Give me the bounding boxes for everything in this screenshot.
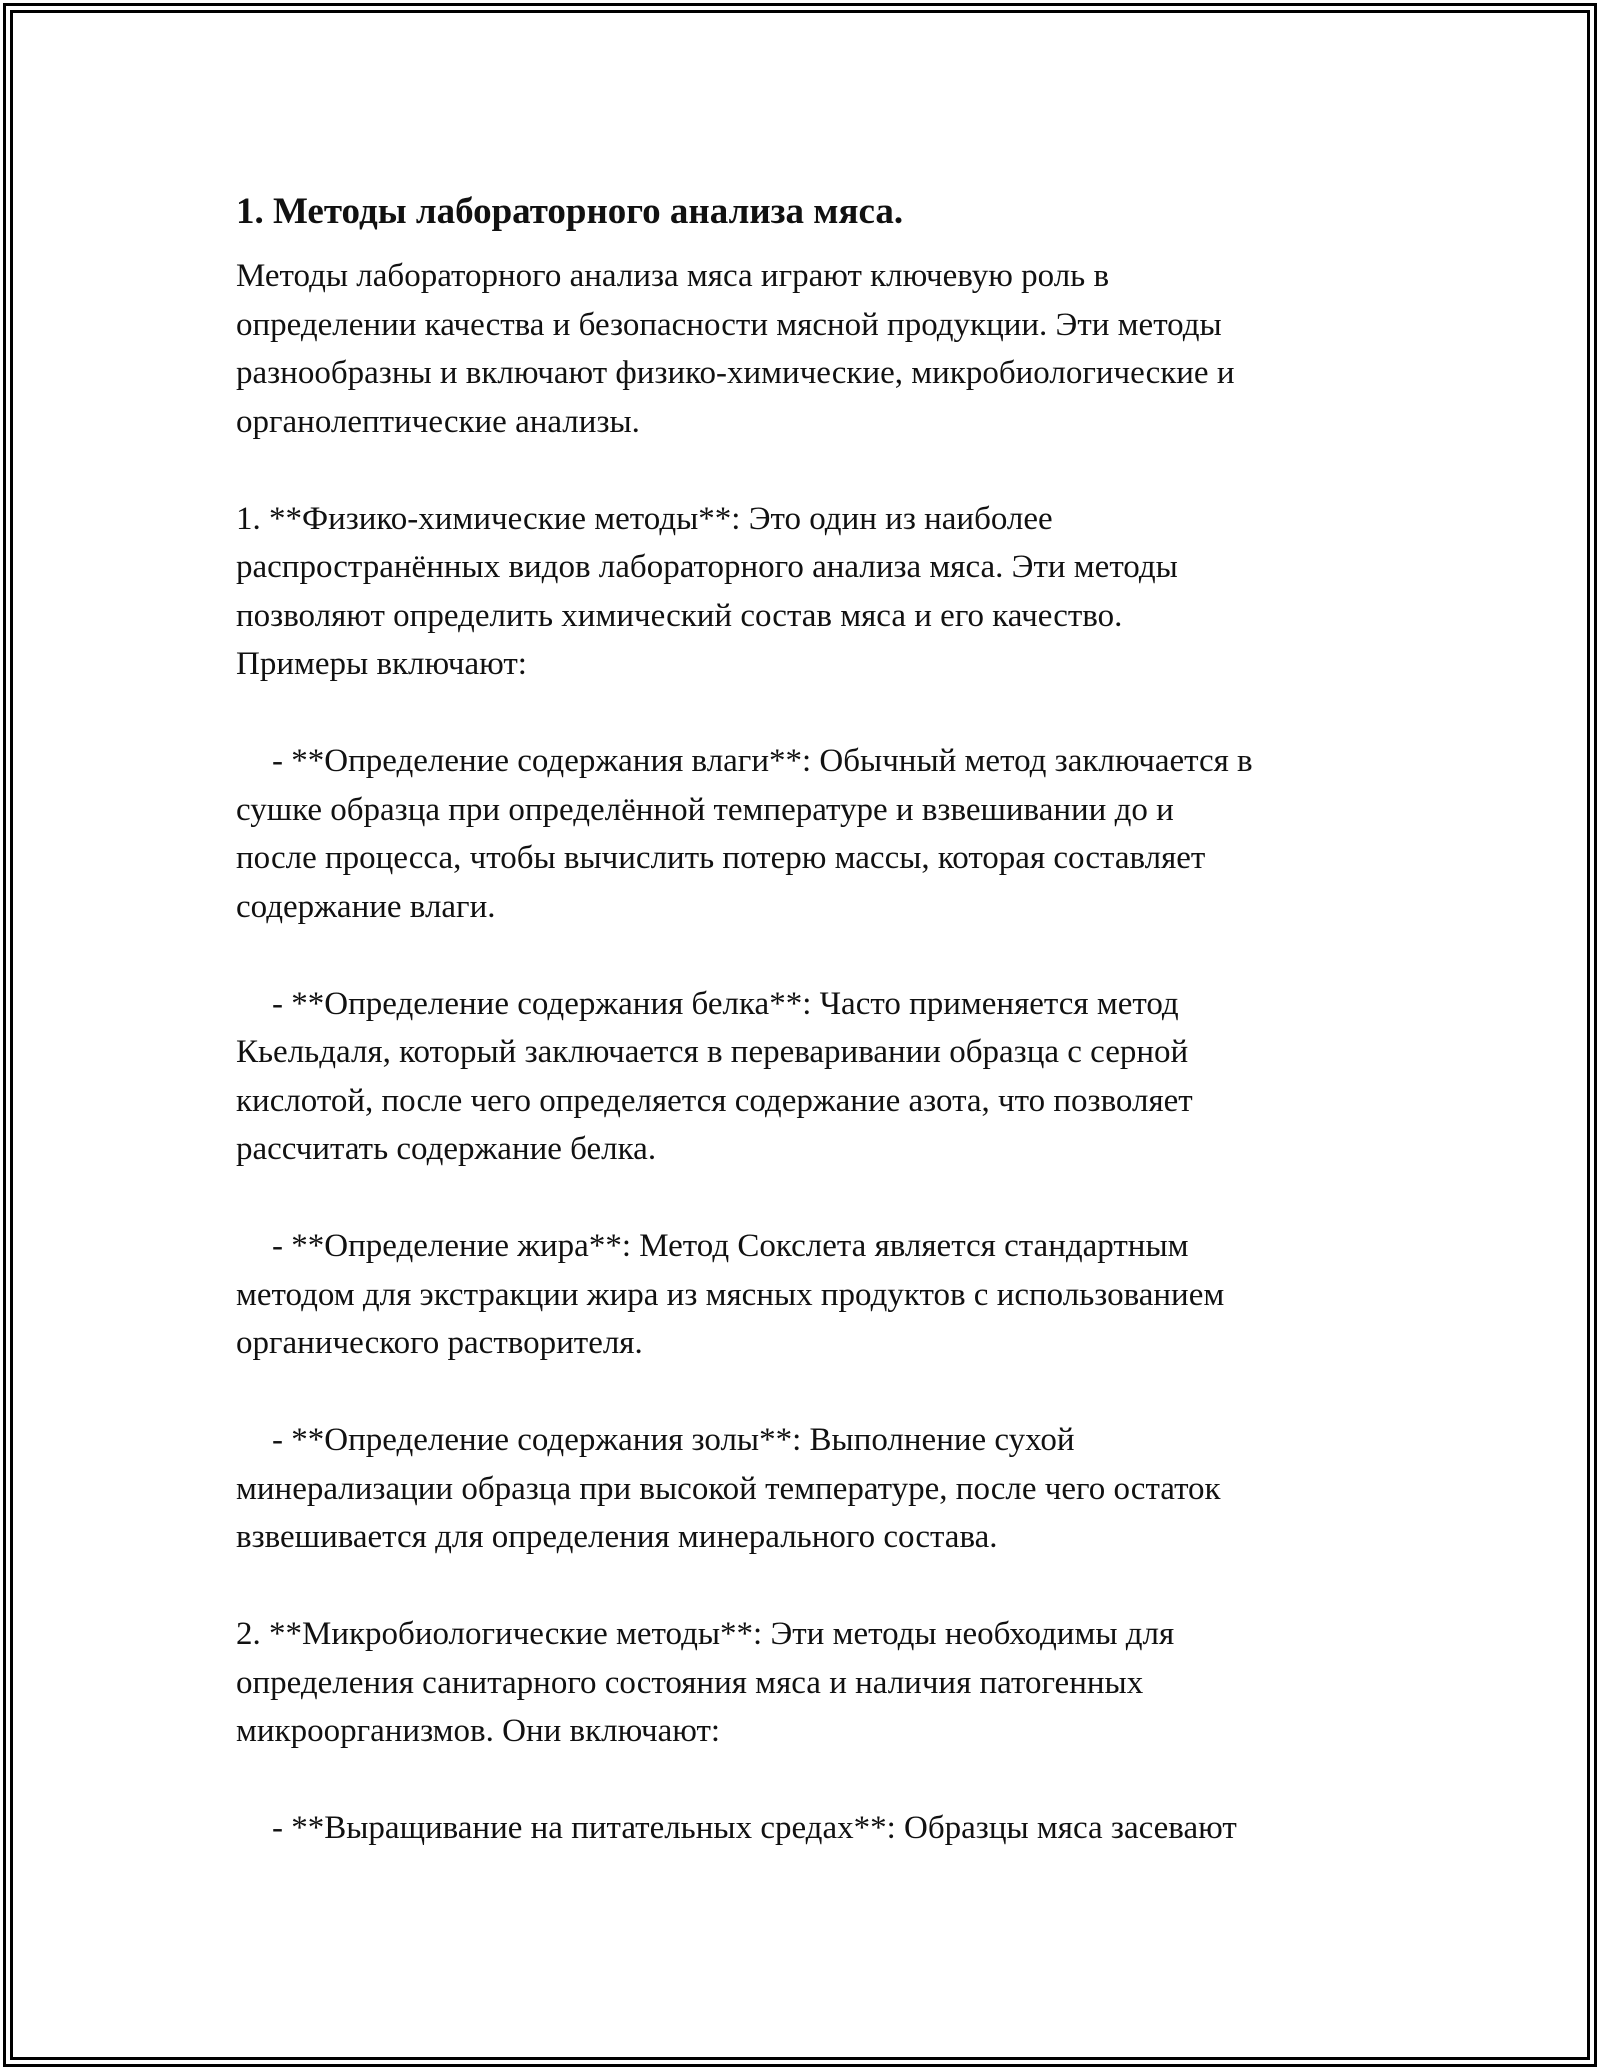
text-line: определения санитарного состояния мяса и наличия патогенных	[236, 1664, 1144, 1701]
section-heading: 1. Методы лабораторного анализа мяса.	[236, 191, 904, 232]
list-item-paragraph	[236, 1222, 1376, 1368]
text-line: Методы лабораторного анализа мяса играют ключевую роль в	[236, 258, 1110, 294]
text-line: Кьельдаля, который заключается в переваривании образца с серной	[236, 1034, 1189, 1070]
text-line: минерализации образца при высокой температуре, после чего остаток	[236, 1470, 1221, 1507]
body-paragraph	[236, 252, 1376, 446]
list-item-paragraph	[236, 980, 1376, 1174]
text-line: - **Определение содержания золы**: Выполнение сухой	[272, 1422, 1075, 1458]
list-item-paragraph	[236, 737, 1376, 931]
text-line: - **Определение содержания белка**: Часто применяется метод	[272, 985, 1179, 1022]
list-item-paragraph	[236, 1804, 1376, 1853]
text-line: определении качества и безопасности мясной продукции. Эти методы	[236, 306, 1222, 343]
text-line: органолептические анализы.	[236, 403, 640, 440]
text-line: сушке образца при определённой температуре и взвешивании до и	[236, 791, 1174, 828]
text-line: кислотой, после чего определяется содержание азота, что позволяет	[236, 1082, 1193, 1119]
document-body	[236, 186, 1376, 1901]
text-line: позволяют определить химический состав мяса и его качество.	[236, 597, 1123, 634]
text-line: взвешивается для определения минерального состава.	[236, 1519, 998, 1555]
text-line: Примеры включают:	[236, 646, 527, 682]
text-line: - **Выращивание на питательных средах**: Образцы мяса засевают	[272, 1810, 1237, 1846]
text-line: - **Определение содержания влаги**: Обычный метод заключается в	[272, 743, 1253, 779]
text-line: микроорганизмов. Они включают:	[236, 1713, 721, 1749]
text-line: органического растворителя.	[236, 1325, 643, 1361]
text-line: 2. **Микробиологические методы**: Эти методы необходимы для	[236, 1616, 1175, 1652]
text-line: методом для экстракции жира из мясных продуктов с использованием	[236, 1276, 1225, 1313]
text-line: распространённых видов лабораторного анализа мяса. Эти методы	[236, 549, 1178, 585]
text-line: после процесса, чтобы вычислить потерю массы, которая составляет	[236, 840, 1206, 876]
text-line: разнообразны и включают физико-химические, микробиологические и	[236, 355, 1235, 391]
text-line: 1. **Физико-химические методы**: Это один из наиболее	[236, 500, 1053, 537]
body-paragraph	[236, 1610, 1376, 1756]
text-line: рассчитать содержание белка.	[236, 1131, 657, 1167]
paragraph-list	[236, 252, 1376, 1853]
body-paragraph	[236, 495, 1376, 689]
text-line: содержание влаги.	[236, 888, 496, 925]
list-item-paragraph	[236, 1416, 1376, 1562]
text-line: - **Определение жира**: Метод Сокслета является стандартным	[272, 1228, 1189, 1264]
